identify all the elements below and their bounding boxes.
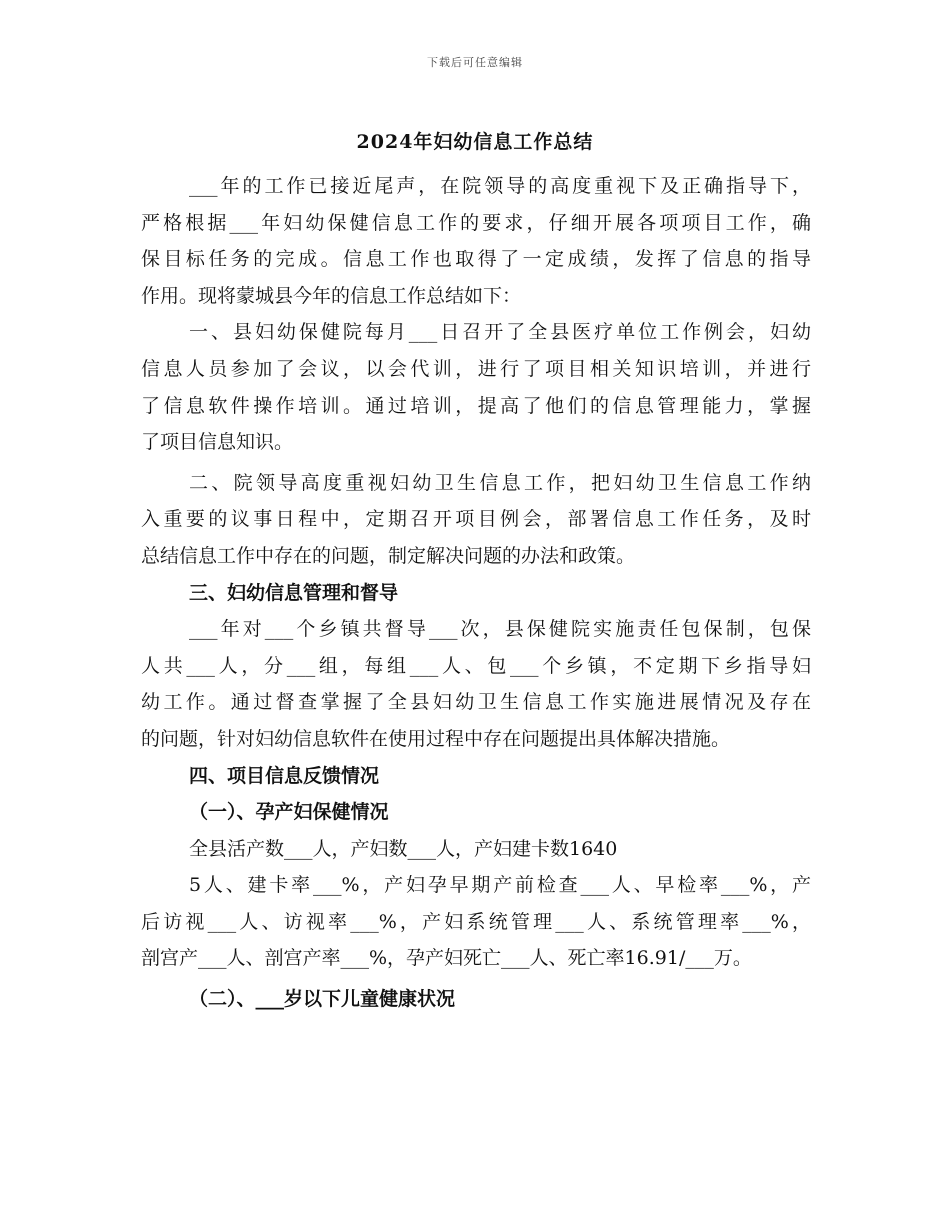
- document-body: [141, 168, 811, 1018]
- paragraph-line: 人共___人，分___组，每组___人、包___个乡镇，不定期下乡指导妇: [141, 654, 811, 677]
- paragraph-line: 作用。现将蒙城县今年的信息工作总结如下：: [141, 284, 522, 307]
- paragraph-line: 幼工作。通过督查掌握了全县妇幼卫生信息工作实施进展情况及存在: [141, 691, 811, 714]
- paragraph-line: 5人、建卡率___%，产妇孕早期产前检查___人、早检率___%，产: [189, 874, 811, 897]
- subsection-heading: （一）、孕产妇保健情况: [189, 801, 389, 824]
- paragraph-line: 了项目信息知识。: [141, 431, 294, 454]
- section-heading: 四、项目信息反馈情况: [189, 764, 380, 787]
- paragraph-line: 了信息软件操作培训。通过培训，提高了他们的信息管理能力，掌握: [141, 394, 811, 417]
- subsection-heading: （二）、___岁以下儿童健康状况: [189, 988, 456, 1011]
- section-heading: 三、妇幼信息管理和督导: [189, 581, 399, 604]
- paragraph-line: 入重要的议事日程中，定期召开项目例会，部署信息工作任务，及时: [141, 508, 811, 531]
- paragraph-line: ___年对___个乡镇共督导___次，县保健院实施责任包保制，包保: [189, 618, 811, 641]
- paragraph-line: 剖宫产___人、剖宫产率___%，孕产妇死亡___人、死亡率16.91/___万。: [141, 947, 752, 970]
- paragraph-line: 保目标任务的完成。信息工作也取得了一定成绩，发挥了信息的指导: [141, 248, 811, 271]
- paragraph-line: ___年的工作已接近尾声，在院领导的高度重视下及正确指导下，: [189, 175, 811, 197]
- paragraph-line: 的问题，针对妇幼信息软件在使用过程中存在问题提出具体解决措施。: [141, 727, 731, 750]
- page-header-note: 下载后可任意编辑: [427, 56, 523, 69]
- paragraph-line: 后访视___人、访视率___%，产妇系统管理___人、系统管理率___%，: [141, 910, 811, 933]
- paragraph-line: 二、院领导高度重视妇幼卫生信息工作，把妇幼卫生信息工作纳: [189, 471, 811, 494]
- paragraph-line: 总结信息工作中存在的问题，制定解决问题的办法和政策。: [141, 544, 636, 567]
- paragraph-line: 一、县妇幼保健院每月___日召开了全县医疗单位工作例会，妇幼: [189, 321, 811, 344]
- paragraph-line: 信息人员参加了会议，以会代训，进行了项目相关知识培训，并进行: [141, 357, 811, 380]
- document-title: 2024年妇幼信息工作总结: [356, 131, 594, 153]
- paragraph-line: 全县活产数___人，产妇数___人，产妇建卡数1640: [189, 837, 618, 860]
- paragraph-line: 严格根据___年妇幼保健信息工作的要求，仔细开展各项项目工作，确: [141, 211, 811, 234]
